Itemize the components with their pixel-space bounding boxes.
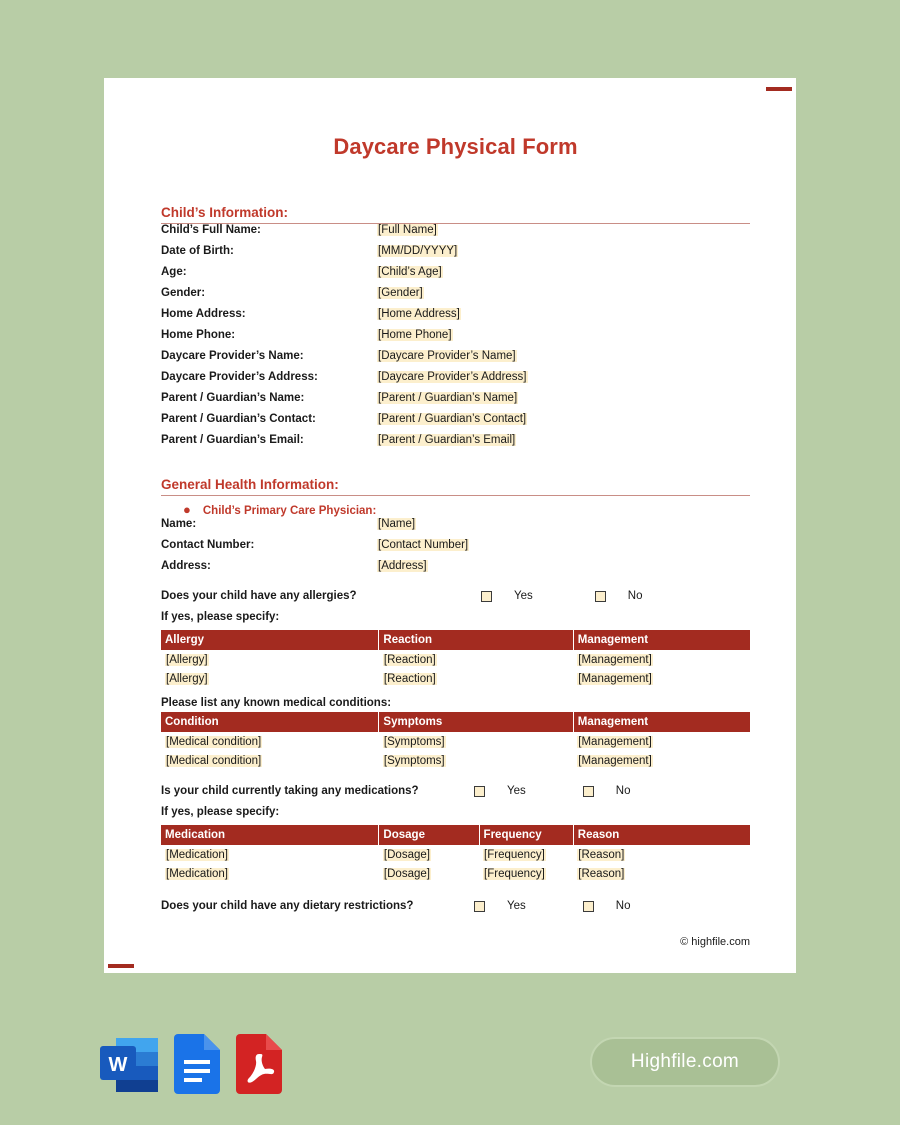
field-value[interactable]: [Parent / Guardian’s Name]: [378, 392, 518, 404]
file-format-icons: [100, 1032, 282, 1099]
field-label: Parent / Guardian’s Contact:: [161, 413, 316, 425]
table-cell[interactable]: [573, 669, 750, 688]
table-cell[interactable]: [479, 845, 573, 864]
field-value[interactable]: [Address]: [378, 560, 427, 572]
field-row-home-phone: [161, 329, 750, 350]
table-row: [161, 845, 750, 864]
cell-text: [Management]: [578, 673, 652, 685]
checkbox-label: Yes: [507, 900, 526, 912]
medications-no-option[interactable]: [583, 785, 631, 797]
cell-text: [Allergy]: [166, 654, 208, 666]
column-header-management: Management: [573, 712, 750, 732]
field-value[interactable]: [Parent / Guardian’s Email]: [378, 434, 516, 446]
page-title: Daycare Physical Form: [333, 134, 578, 159]
table-row: [161, 864, 750, 883]
table-header-row: [161, 825, 750, 845]
column-header-reason: Reason: [573, 825, 750, 845]
field-value[interactable]: [MM/DD/YYYY]: [378, 245, 458, 257]
dietary-yes-option[interactable]: [474, 900, 526, 912]
table-cell[interactable]: [161, 864, 379, 883]
field-value[interactable]: [Child’s Age]: [378, 266, 442, 278]
checkbox-label: Yes: [514, 590, 533, 602]
cell-text: [Dosage]: [383, 849, 430, 861]
table-cell[interactable]: [379, 751, 573, 770]
cell-text: [Medical condition]: [166, 755, 262, 767]
brand-badge[interactable]: [590, 1037, 780, 1087]
table-cell[interactable]: [573, 864, 750, 883]
cell-text: [Symptoms]: [383, 736, 445, 748]
microsoft-word-icon[interactable]: [100, 1032, 158, 1099]
copyright-text: © highfile.com: [680, 936, 750, 948]
cell-text: [Reaction]: [383, 654, 436, 666]
corner-mark-bottom-left: [108, 964, 134, 968]
field-value[interactable]: [Gender]: [378, 287, 423, 299]
column-header-medication: Medication: [161, 825, 379, 845]
allergy-table: [161, 630, 750, 688]
note-if-yes-specify-medication: If yes, please specify:: [161, 806, 280, 818]
google-docs-icon[interactable]: [174, 1034, 220, 1099]
table-cell[interactable]: [573, 751, 750, 770]
field-label: Gender:: [161, 287, 206, 299]
question-label: Is your child currently taking any medications?: [161, 785, 419, 797]
column-header-allergy: Allergy: [161, 630, 379, 650]
bullet-dot-icon: ●: [183, 502, 191, 517]
field-value[interactable]: [Name]: [378, 518, 416, 530]
field-value[interactable]: [Parent / Guardian’s Contact]: [378, 413, 527, 425]
cell-text: [Dosage]: [383, 868, 430, 880]
checkbox-medications-yes[interactable]: [474, 786, 485, 797]
cell-text: [Management]: [578, 736, 652, 748]
table-cell[interactable]: [379, 864, 479, 883]
table-header-row: [161, 630, 750, 650]
table-cell[interactable]: [573, 845, 750, 864]
cell-text: [Reaction]: [383, 673, 436, 685]
checkbox-allergies-no[interactable]: [595, 591, 606, 602]
field-row-daycare-provider-name: [161, 350, 750, 371]
field-value[interactable]: [Full Name]: [378, 224, 437, 236]
field-row-physician-address: [161, 560, 750, 581]
field-row-parent-guardian-name: [161, 392, 750, 413]
checkbox-dietary-no[interactable]: [583, 901, 594, 912]
field-row-gender: [161, 287, 750, 308]
cell-text: [Medical condition]: [166, 736, 262, 748]
section-heading-child-information: Child’s Information:: [161, 205, 750, 224]
table-cell[interactable]: [379, 669, 573, 688]
cell-text: [Frequency]: [484, 849, 545, 861]
table-cell[interactable]: [479, 864, 573, 883]
table-row: [161, 669, 750, 688]
cell-text: [Allergy]: [166, 673, 208, 685]
field-label: Address:: [161, 560, 211, 572]
field-label: Contact Number:: [161, 539, 255, 551]
bullet-primary-care-physician: [161, 503, 750, 517]
pdf-icon[interactable]: [236, 1034, 282, 1099]
note-if-yes-specify-allergy: If yes, please specify:: [161, 611, 280, 623]
field-row-physician-contact-number: [161, 539, 750, 560]
table-cell[interactable]: [379, 732, 573, 751]
field-value[interactable]: [Contact Number]: [378, 539, 469, 551]
column-header-management: Management: [573, 630, 750, 650]
table-row: [161, 732, 750, 751]
question-label: Does your child have any allergies?: [161, 590, 357, 602]
cell-text: [Reason]: [578, 849, 625, 861]
field-row-age: [161, 266, 750, 287]
field-label: Home Phone:: [161, 329, 236, 341]
field-value[interactable]: [Daycare Provider’s Address]: [378, 371, 527, 383]
dietary-no-option[interactable]: [583, 900, 631, 912]
table-cell[interactable]: [161, 669, 379, 688]
table-cell[interactable]: [161, 845, 379, 864]
checkbox-label: No: [627, 590, 643, 602]
table-cell[interactable]: [573, 650, 750, 669]
table-cell[interactable]: [161, 751, 379, 770]
field-label: Name:: [161, 518, 197, 530]
field-row-physician-name: [161, 518, 750, 539]
svg-text:W: W: [108, 1054, 128, 1076]
table-header-row: [161, 712, 750, 732]
question-row-allergies: [161, 585, 750, 607]
table-cell[interactable]: [161, 732, 379, 751]
checkbox-label: No: [615, 900, 631, 912]
field-value[interactable]: [Daycare Provider’s Name]: [378, 350, 516, 362]
document-page: [104, 78, 796, 973]
field-label: Home Address:: [161, 308, 246, 320]
field-row-parent-guardian-email: [161, 434, 750, 455]
checkbox-label: No: [615, 785, 631, 797]
column-header-dosage: Dosage: [379, 825, 479, 845]
table-cell[interactable]: [379, 650, 573, 669]
cell-text: [Symptoms]: [383, 755, 445, 767]
medication-table: [161, 825, 750, 883]
question-label: Does your child have any dietary restrictions?: [161, 900, 414, 912]
field-label: Daycare Provider’s Address:: [161, 371, 318, 383]
column-header-condition: Condition: [161, 712, 379, 732]
cell-text: [Frequency]: [484, 868, 545, 880]
column-header-symptoms: Symptoms: [379, 712, 573, 732]
table-cell[interactable]: [573, 732, 750, 751]
allergies-yes-option[interactable]: [481, 590, 533, 602]
bullet-label: Child’s Primary Care Physician:: [202, 505, 377, 517]
checkbox-medications-no[interactable]: [583, 786, 594, 797]
field-row-home-address: [161, 308, 750, 329]
field-label: Date of Birth:: [161, 245, 234, 257]
field-row-child-full-name: [161, 224, 750, 245]
field-row-parent-guardian-contact: [161, 413, 750, 434]
table-row: [161, 751, 750, 770]
page-content: [161, 78, 750, 973]
checkbox-dietary-yes[interactable]: [474, 901, 485, 912]
field-label: Age:: [161, 266, 187, 278]
field-row-date-of-birth: [161, 245, 750, 266]
footer-bar: [0, 1008, 900, 1125]
note-known-medical-conditions: Please list any known medical conditions:: [161, 697, 392, 709]
section-heading-general-health-information: General Health Information:: [161, 477, 750, 496]
field-value[interactable]: [Home Phone]: [378, 329, 452, 341]
field-label: Daycare Provider’s Name:: [161, 350, 304, 362]
table-cell[interactable]: [161, 650, 379, 669]
field-label: Parent / Guardian’s Email:: [161, 434, 304, 446]
column-header-reaction: Reaction: [379, 630, 573, 650]
cell-text: [Medication]: [166, 868, 229, 880]
cell-text: [Reason]: [578, 868, 625, 880]
allergies-no-option[interactable]: [595, 590, 643, 602]
field-row-daycare-provider-address: [161, 371, 750, 392]
field-value[interactable]: [Home Address]: [378, 308, 460, 320]
checkbox-label: Yes: [507, 785, 526, 797]
cell-text: [Management]: [578, 755, 652, 767]
table-cell[interactable]: [379, 845, 479, 864]
field-label: Child’s Full Name:: [161, 224, 261, 236]
cell-text: [Management]: [578, 654, 652, 666]
cell-text: [Medication]: [166, 849, 229, 861]
medical-conditions-table: [161, 712, 750, 770]
table-row: [161, 650, 750, 669]
field-label: Parent / Guardian’s Name:: [161, 392, 305, 404]
corner-mark-top-right: [766, 87, 792, 91]
question-row-dietary-restrictions: [161, 895, 750, 917]
question-row-medications: [161, 780, 750, 802]
checkbox-allergies-yes[interactable]: [481, 591, 492, 602]
medications-yes-option[interactable]: [474, 785, 526, 797]
column-header-frequency: Frequency: [479, 825, 573, 845]
brand-label: Highfile.com: [630, 1051, 740, 1072]
